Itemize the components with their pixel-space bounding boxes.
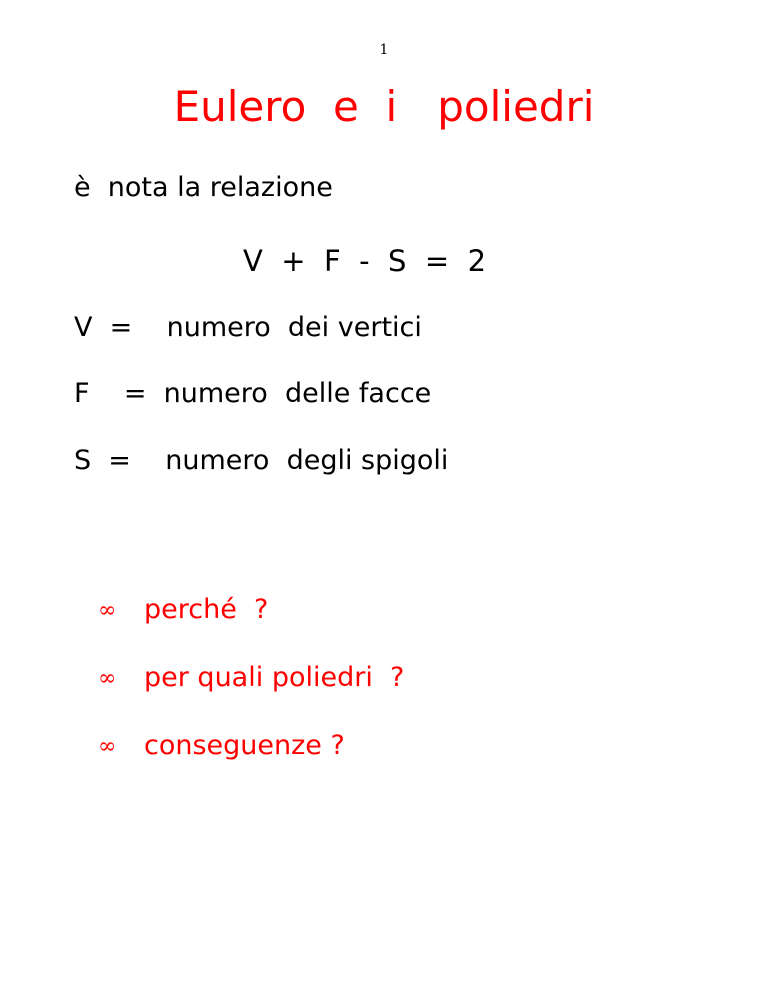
infinity-bullet-icon: ∞ (98, 666, 117, 691)
question-item (98, 594, 404, 662)
question-consequences: conseguenze ? (144, 730, 345, 761)
question-which-polyhedra: per quali poliedri ? (144, 662, 405, 693)
question-list (98, 594, 404, 798)
question-item (98, 662, 404, 730)
question-item (98, 730, 404, 798)
definition-edges: S = numero degli spigoli (74, 445, 449, 476)
infinity-bullet-icon: ∞ (98, 734, 117, 759)
infinity-bullet-icon: ∞ (98, 598, 117, 623)
page-number: 1 (379, 42, 389, 58)
definition-vertices: V = numero dei vertici (74, 312, 422, 343)
page-title: Eulero e i poliedri (173, 82, 595, 131)
question-why: perché ? (144, 594, 269, 625)
intro-text: è nota la relazione (74, 172, 333, 203)
definition-faces: F = numero delle facce (74, 378, 432, 409)
euler-formula: V + F - S = 2 (243, 244, 487, 278)
